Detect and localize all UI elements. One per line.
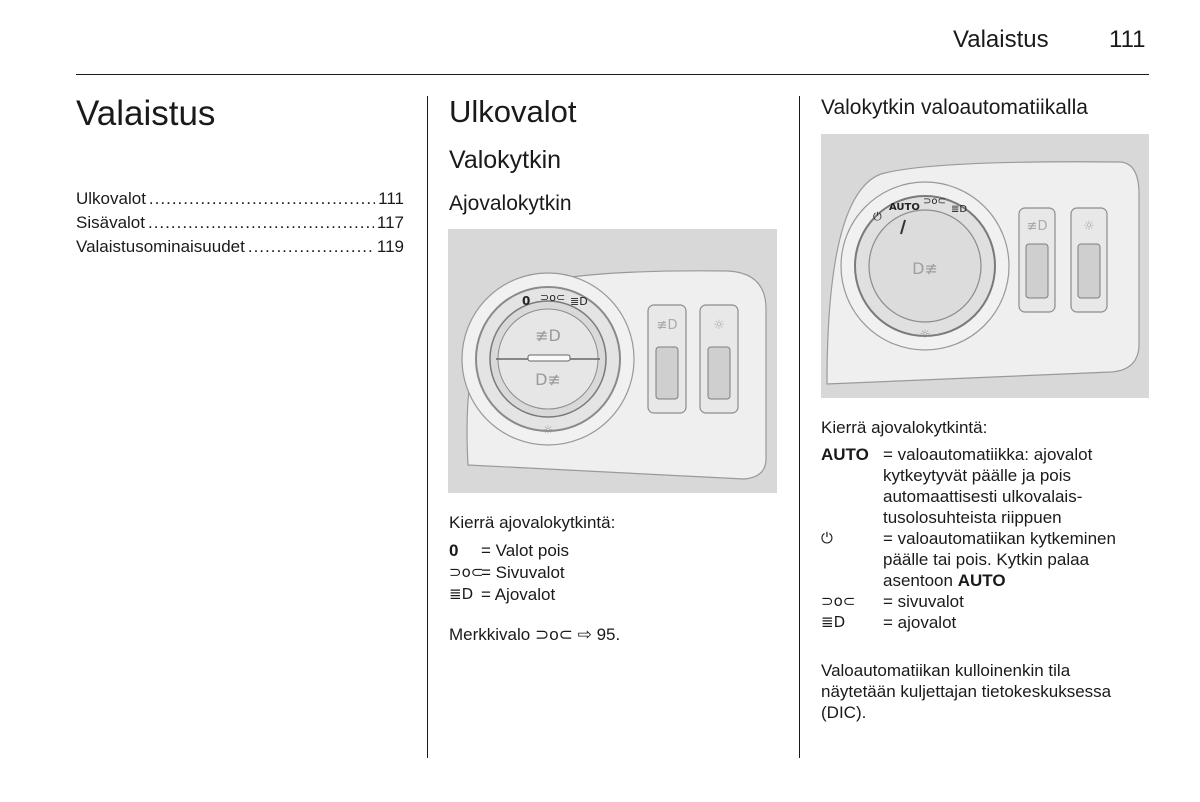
position-text: = sivuvalot <box>883 592 964 611</box>
position-text-bold: AUTO <box>957 571 1006 590</box>
list-item <box>821 591 1151 612</box>
auto-footer-text: Valoautomatiikan kulloinenkin tila näytetään kuljettajan tietokeskuksessa (DIC). <box>821 661 1112 722</box>
switch-label-sidelights: ⊃o⊂ <box>540 291 566 304</box>
position-key-off: 0 <box>449 541 459 560</box>
headlight-switch-illustration <box>448 229 777 493</box>
headlights-icon: ≣D <box>449 585 474 603</box>
section-subsubtitle: Ajovalokytkin <box>449 192 572 215</box>
auto-switch-label-power: ⏻ <box>873 210 882 223</box>
position-key-auto: AUTO <box>821 445 869 464</box>
svg-text:☼: ☼ <box>542 423 554 437</box>
page-number: 111 <box>1109 26 1146 53</box>
auto-switch-label-auto: AUTO <box>889 202 920 213</box>
headlights-icon: ≣D <box>821 613 846 631</box>
sidelights-icon: ⊃o⊂ <box>821 592 856 610</box>
list-item <box>821 444 1151 528</box>
toc-label: Ulkovalot <box>76 189 146 208</box>
list-item <box>821 528 1151 591</box>
list-item <box>449 540 569 562</box>
list-item <box>821 612 1151 633</box>
auto-section-title: Valokytkin valoautomatiikalla <box>821 96 1088 119</box>
toc-page: 119 <box>376 237 404 256</box>
column-divider-right <box>799 96 800 758</box>
svg-text:☼: ☼ <box>713 318 725 333</box>
toc-entry[interactable] <box>76 237 404 261</box>
list-item <box>449 584 569 606</box>
position-text: = Ajovalot <box>481 585 556 604</box>
section-title: Ulkovalot <box>449 94 577 129</box>
running-header-title: Valaistus <box>953 26 1049 53</box>
auto-switch-label-sidelights: ⊃o⊂ <box>923 196 946 207</box>
toc-entry[interactable] <box>76 189 404 213</box>
list-item <box>449 562 569 584</box>
position-text-wrapper <box>883 528 1151 591</box>
svg-text:≢D: ≢D <box>535 326 561 345</box>
switch-label-off: 0 <box>522 294 531 308</box>
column-divider-left <box>427 96 428 758</box>
instruction-text: Kierrä ajovalokytkintä: <box>449 513 616 532</box>
table-of-contents <box>76 189 404 261</box>
toc-entry[interactable] <box>76 213 404 237</box>
auto-position-list <box>821 444 1151 633</box>
svg-text:≢D: ≢D <box>656 318 678 333</box>
auto-instruction-text: Kierrä ajovalokytkintä: <box>821 418 988 437</box>
position-text: = valoautomatiikka: ajovalot kytkeytyvät päälle ja pois automaattisesti ulkovalaistusolosuhteista riippuen <box>883 445 1093 527</box>
auto-light-switch-illustration <box>821 134 1149 398</box>
toc-leader <box>248 237 374 257</box>
toc-label: Sisävalot <box>76 213 145 232</box>
toc-label: Valaistusominaisuudet <box>76 237 245 256</box>
toc-leader <box>149 189 375 209</box>
section-subtitle: Valokytkin <box>449 146 562 174</box>
switch-label-headlights: ≣D <box>570 295 588 308</box>
svg-text:☼: ☼ <box>919 327 931 341</box>
chapter-title: Valaistus <box>76 94 216 133</box>
toc-page: 117 <box>376 213 404 232</box>
position-text: = Sivuvalot <box>481 563 565 582</box>
sidelights-icon: ⊃o⊂ <box>449 563 484 581</box>
position-text: = ajovalot <box>883 613 957 632</box>
toc-leader <box>148 213 374 233</box>
switch-position-list <box>449 540 569 606</box>
auto-switch-label-headlights: ≣D <box>951 204 968 215</box>
position-text: = Valot pois <box>481 541 570 560</box>
position-text: = valoautomatiikan kytkeminen päälle tai pois. Kytkin palaa asentoon <box>883 529 1116 590</box>
svg-text:D≢: D≢ <box>912 259 938 278</box>
svg-text:≢D: ≢D <box>1026 219 1048 234</box>
header-rule <box>76 74 1149 75</box>
svg-text:☼: ☼ <box>1083 219 1095 234</box>
power-icon: ⏻ <box>821 529 833 547</box>
toc-page: 111 <box>378 189 404 208</box>
indicator-reference[interactable]: Merkkivalo ⊃o⊂ ⇨ 95. <box>449 625 621 644</box>
svg-text:D≢: D≢ <box>535 370 561 389</box>
